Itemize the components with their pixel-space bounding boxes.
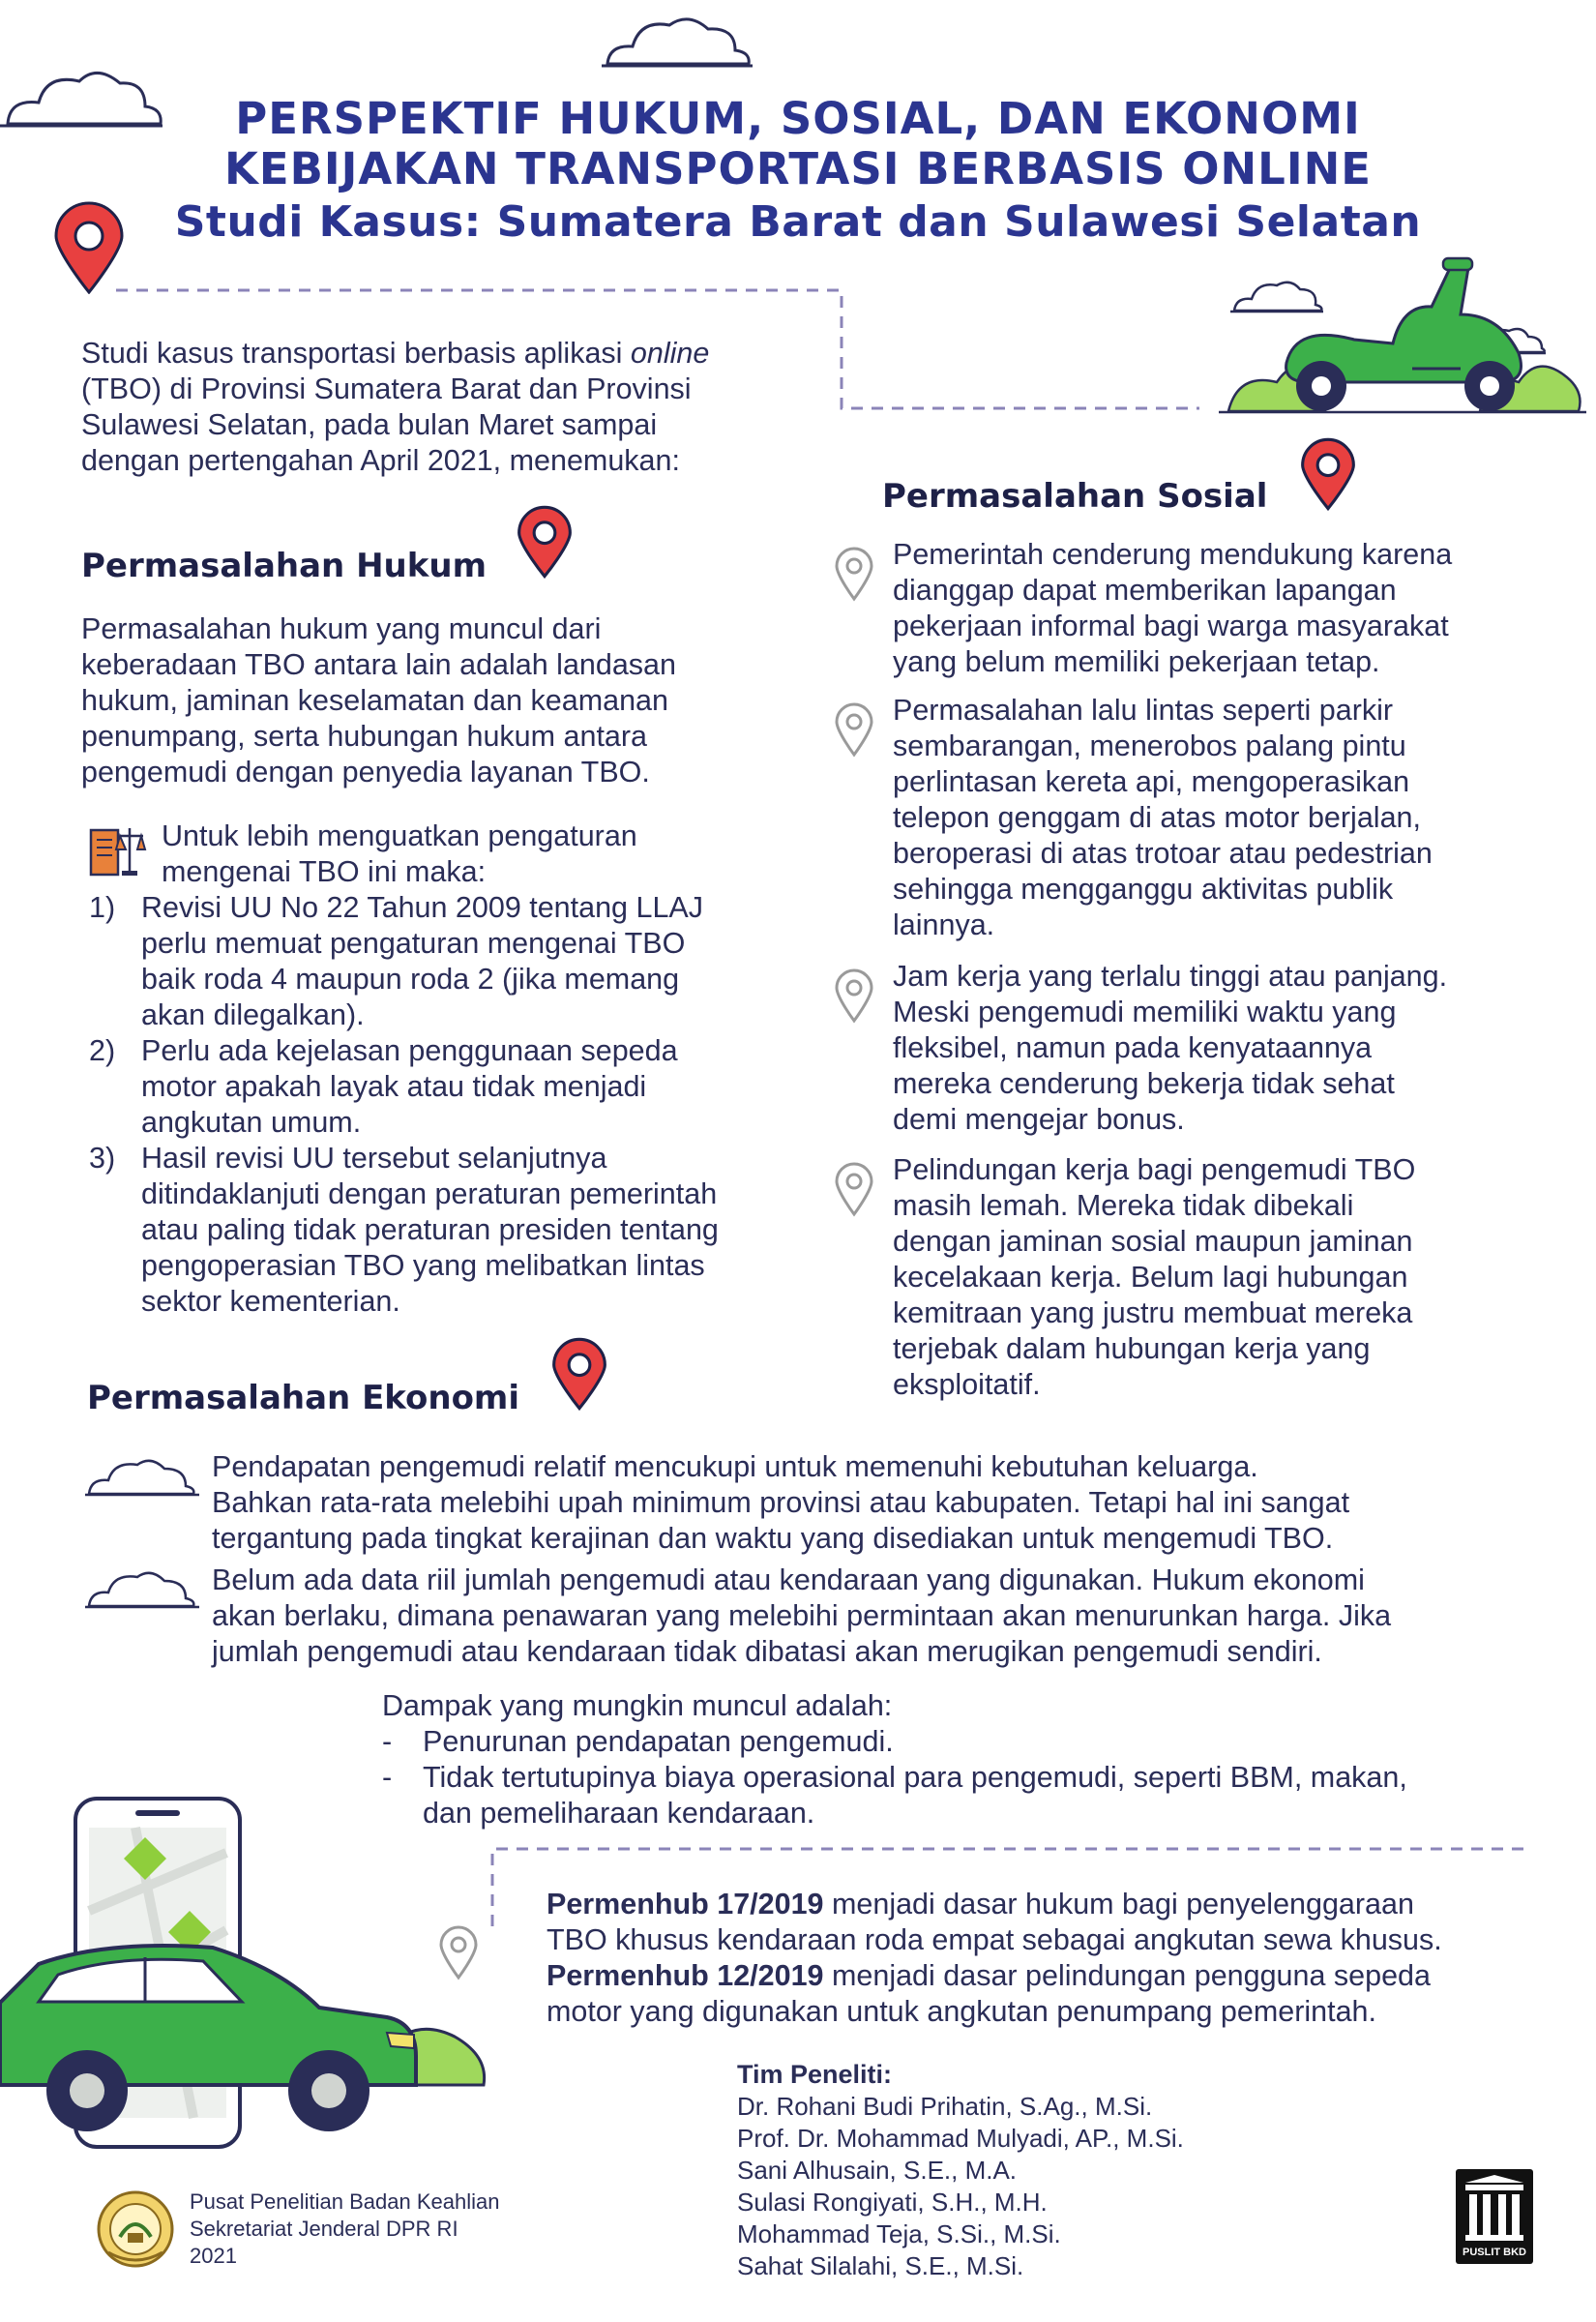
puslit-bkd-logo bbox=[1456, 2169, 1533, 2264]
cloud-icon bbox=[83, 1565, 201, 1614]
list-item: Permasalahan lalu lintas seperti parkir sembarangan, menerobos palang pintu perlintasan kereta api, mengoperasikan telepon genggam di atas motor berjalan, beroperasi di atas trotoar atau pedestrian sehingga mengganggu aktivitas publik lainnya. bbox=[827, 693, 1523, 943]
regulation-text: Permenhub 17/2019 menjadi dasar hukum bagi penyelenggaraan TBO khusus kendaraan roda empat sebagai angkutan sewa khusus. Permenhub 12/2019 menjadi dasar pelindungan pengguna sepeda motor yang digunakan untuk angkutan penumpang pemerintah. bbox=[547, 1888, 1442, 2028]
list-item: 2) Perlu ada kejelasan penggunaan sepeda motor apakah layak atau tidak menjadi angkutan umum. bbox=[89, 1034, 678, 1139]
hukum-lead: Untuk lebih menguatkan pengaturan mengenai TBO ini maka: bbox=[162, 819, 637, 888]
scooter-illustration bbox=[1219, 247, 1586, 421]
list-item: Pemerintah cenderung mendukung karena dianggap dapat memberikan lapangan pekerjaan informal bagi warga masyarakat yang belum memiliki pekerjaan tetap. bbox=[827, 537, 1523, 680]
hukum-item-list bbox=[89, 890, 805, 1325]
cloud-icon bbox=[83, 1453, 201, 1502]
team-block bbox=[737, 2059, 1317, 2282]
phone-car-illustration bbox=[0, 1795, 493, 2153]
cloud-icon bbox=[600, 10, 754, 74]
location-pin-icon bbox=[549, 1337, 609, 1411]
team-member: Sahat Silalahi, S.E., M.Si. bbox=[737, 2251, 1024, 2280]
pin-outline-icon bbox=[437, 1925, 480, 1981]
intro-online-word: online bbox=[630, 337, 710, 370]
hukum-paragraph: Permasalahan hukum yang muncul dari keberadaan TBO antara lain adalah landasan hukum, jaminan keselamatan dan keamanan penumpang, serta hubungan hukum antara pengemudi dengan penyedia layanan TBO. bbox=[81, 612, 676, 789]
team-member: Prof. Dr. Mohammad Mulyadi, AP., M.Si. bbox=[737, 2124, 1184, 2153]
sosial-list bbox=[827, 537, 1523, 1408]
team-member: Dr. Rohani Budi Prihatin, S.Ag., M.Si. bbox=[737, 2092, 1153, 2121]
ekonomi-item-1: Pendapatan pengemudi relatif mencukupi untuk memenuhi kebutuhan keluarga. Bahkan rata-rata melebihi upah minimum provinsi atau kabupaten. Tetapi hal ini sangat tergantung pada tingkat kerajinan dan waktu yang disediakan untuk mengemudi TBO. bbox=[212, 1450, 1350, 1555]
puslit-label: PUSLIT BKD bbox=[1463, 2247, 1526, 2258]
location-pin-icon bbox=[515, 505, 575, 579]
intro-paragraph: Studi kasus transportasi berbasis aplikasi online (TBO) di Provinsi Sumatera Barat dan Provinsi Sulawesi Selatan, pada bulan Maret sampai dengan pertengahan April 2021, menemukan: bbox=[81, 337, 710, 477]
footer-org: Pusat Penelitian Badan Keahlian Sekretariat Jenderal DPR RI 2021 bbox=[190, 2189, 500, 2268]
heading-sosial: Permasalahan Sosial bbox=[882, 477, 1268, 516]
list-item: 1) Revisi UU No 22 Tahun 2009 tentang LLAJ perlu memuat pengaturan mengenai TBO baik roda 4 maupun roda 2 (jika memang akan dilegalkan). bbox=[89, 891, 704, 1031]
ekonomi-item-2: Belum ada data riil jumlah pengemudi atau kendaraan yang digunakan. Hukum ekonomi akan berlaku, dimana penawaran yang melebihi permintaan akan menurunkan harga. Jika jumlah pengemudi atau kendaraan tidak dibatasi akan merugikan pengemudi sendiri. bbox=[212, 1563, 1392, 1668]
team-heading: Tim Peneliti: bbox=[737, 2060, 893, 2089]
list-item: Jam kerja yang terlalu tinggi atau panjang. Meski pengemudi memiliki waktu yang fleksibel, namun pada kenyataannya mereka cenderung bekerja tidak sehat demi mengejar bonus. bbox=[827, 959, 1523, 1138]
pin-outline-icon bbox=[833, 547, 875, 603]
heading-ekonomi: Permasalahan Ekonomi bbox=[87, 1379, 520, 1417]
law-book-scale-icon bbox=[87, 824, 147, 880]
location-pin-icon bbox=[1298, 437, 1358, 511]
page-title-line-1: PERSPEKTIF HUKUM, SOSIAL, DAN EKONOMI bbox=[235, 93, 1361, 144]
page-title-line-2: KEBIJAKAN TRANSPORTASI BERBASIS ONLINE bbox=[224, 143, 1372, 194]
pin-outline-icon bbox=[833, 1162, 875, 1218]
list-item: Pelindungan kerja bagi pengemudi TBO masih lemah. Mereka tidak dibekali dengan jaminan sosial maupun jaminan kecelakaan kerja. Belum lagi hubungan kemitraan yang justru membuat mereka terjebak dalam hubungan kerja yang eksploitatif. bbox=[827, 1152, 1523, 1403]
team-member: Mohammad Teja, S.Si., M.Si. bbox=[737, 2219, 1061, 2248]
puslit-building-icon bbox=[1462, 2175, 1527, 2243]
page-subtitle: Studi Kasus: Sumatera Barat dan Sulawesi Selatan bbox=[174, 197, 1422, 247]
pin-outline-icon bbox=[833, 702, 875, 759]
regulation-permenhub-17: Permenhub 17/2019 bbox=[547, 1888, 824, 1920]
team-member: Sani Alhusain, S.E., M.A. bbox=[737, 2156, 1018, 2185]
pin-outline-icon bbox=[833, 968, 875, 1025]
list-item: 3) Hasil revisi UU tersebut selanjutnya ditindaklanjuti dengan peraturan pemerintah atau paling tidak peraturan presiden tentang pengoperasian TBO yang melibatkan lintas sektor kementerian. bbox=[89, 1142, 719, 1318]
dpr-emblem-logo bbox=[95, 2188, 176, 2270]
team-member: Sulasi Rongiyati, S.H., M.H. bbox=[737, 2188, 1048, 2217]
regulation-permenhub-12: Permenhub 12/2019 bbox=[547, 1959, 824, 1992]
heading-hukum: Permasalahan Hukum bbox=[81, 547, 487, 585]
ekonomi-impacts: Dampak yang mungkin muncul adalah: - Penurunan pendapatan pengemudi. - Tidak tertutupinya biaya operasional para pengemudi, seperti BBM, makan, dan pemeliharaan kendaraan. bbox=[382, 1689, 1407, 1830]
